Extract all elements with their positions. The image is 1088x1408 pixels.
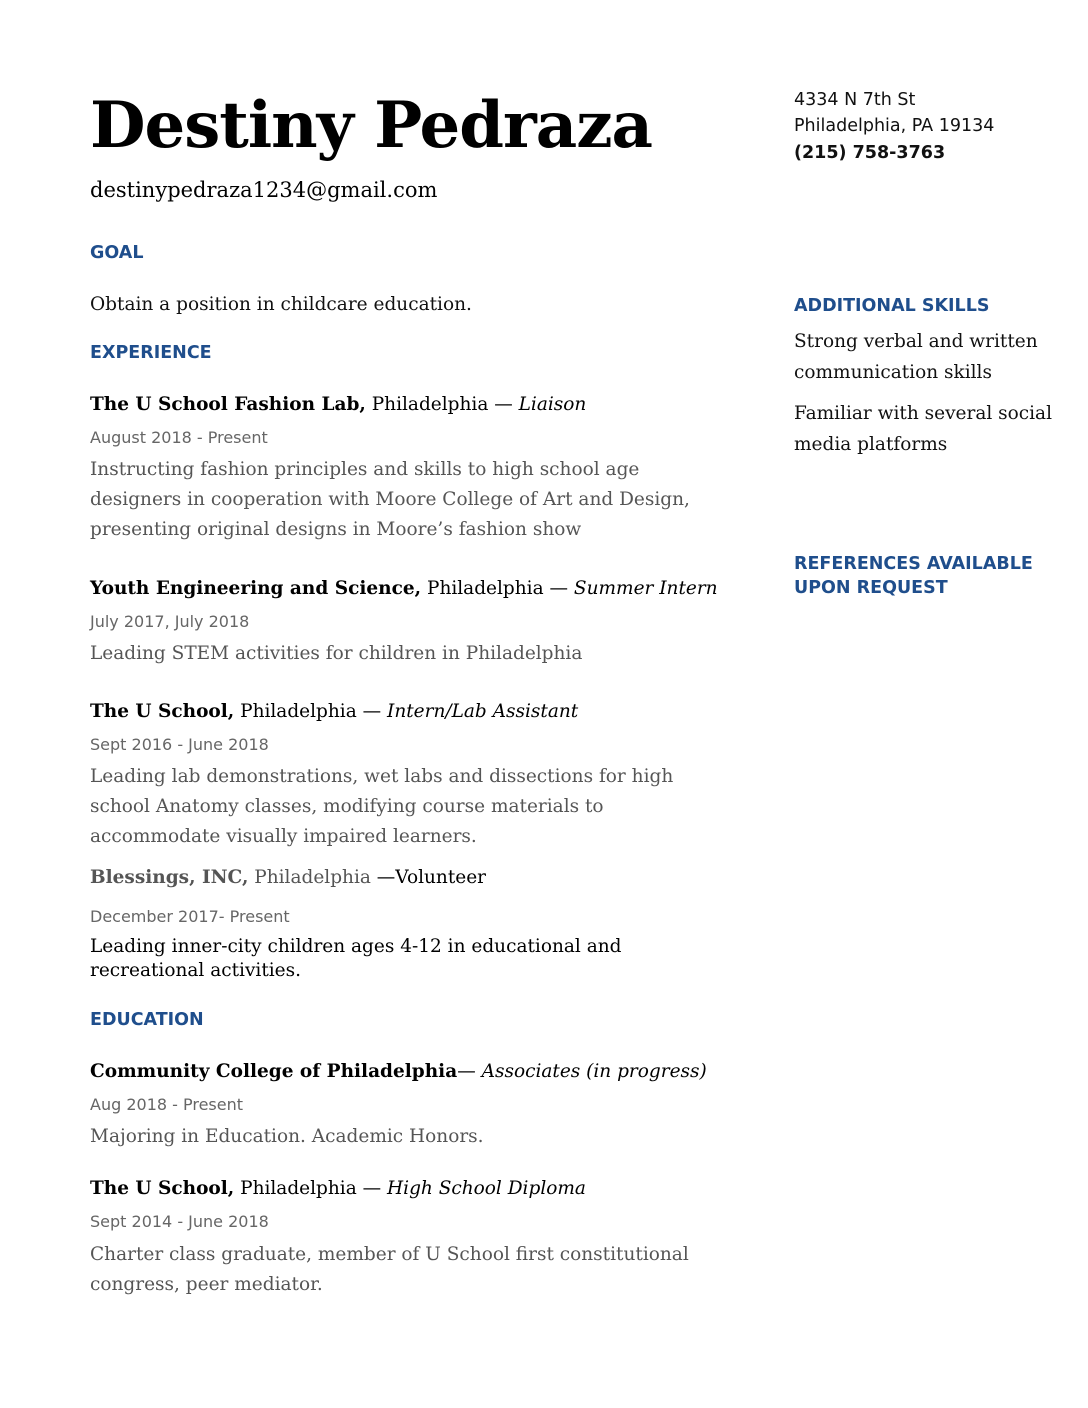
job-description-line: Instructing fashion principles and skills to high school age: [90, 459, 640, 480]
job-role: —Volunteer: [376, 867, 487, 888]
education-heading: EDUCATION: [90, 1010, 204, 1030]
job-role: Liaison: [518, 394, 587, 415]
job-description-line: presenting original designs in Moore’s fashion show: [90, 519, 582, 540]
address-line-2: Philadelphia, PA 19134: [794, 116, 995, 136]
education-description: [90, 1240, 730, 1300]
job-description-line: Leading lab demonstrations, wet labs and dissections for high: [90, 766, 674, 787]
address-line-1: 4334 N 7th St: [794, 90, 916, 110]
education-degree: Associates (in progress): [481, 1061, 707, 1082]
skills-heading: ADDITIONAL SKILLS: [794, 296, 990, 316]
job-description: [90, 935, 730, 983]
job-description-line: designers in cooperation with Moore College of Art and Design,: [90, 489, 690, 510]
job-dates: July 2017, July 2018: [90, 612, 250, 631]
job-description-line: recreational activities.: [90, 960, 301, 981]
experience-heading: EXPERIENCE: [90, 343, 212, 363]
references-heading-line-2: UPON REQUEST: [794, 578, 948, 598]
education-description-line: congress, peer mediator.: [90, 1274, 323, 1295]
job-title-line: [90, 864, 486, 892]
job-title-line: [90, 575, 718, 603]
phone-number: (215) 758-3763: [794, 143, 946, 163]
job-location: Philadelphia —: [365, 394, 519, 415]
job-location: Philadelphia: [248, 867, 377, 888]
job-description-line: school Anatomy classes, modifying course materials to: [90, 796, 604, 817]
job-organization: The U School,: [90, 701, 235, 722]
job-organization: Youth Engineering and Science,: [90, 578, 422, 599]
job-description-line: Leading STEM activities for children in Philadelphia: [90, 643, 583, 664]
skill-item: Strong verbal and written communication skills: [794, 331, 1038, 383]
job-description-line: Leading inner-city children ages 4-12 in educational and: [90, 936, 622, 957]
job-description: [90, 639, 730, 669]
job-description: [90, 762, 730, 852]
education-institution: Community College of Philadelphia: [90, 1061, 458, 1082]
job-title-line: [90, 391, 586, 419]
education-dates: Aug 2018 - Present: [90, 1095, 244, 1114]
job-description: [90, 455, 730, 545]
skill-item: Familiar with several social media platforms: [794, 403, 1053, 455]
job-location: Philadelphia —: [421, 578, 574, 599]
email-address: destinypedraza1234@gmail.com: [90, 178, 438, 202]
job-dates: Sept 2016 - June 2018: [90, 735, 269, 754]
job-description-line: accommodate visually impaired learners.: [90, 826, 477, 847]
applicant-name: Destiny Pedraza: [90, 88, 652, 163]
education-description-line: Majoring in Education. Academic Honors.: [90, 1126, 484, 1147]
education-institution: The U School,: [90, 1178, 235, 1199]
education-degree: High School Diploma: [387, 1178, 586, 1199]
goal-text: Obtain a position in childcare education.: [90, 294, 472, 315]
education-location: Philadelphia —: [234, 1178, 388, 1199]
job-role: Summer Intern: [573, 578, 718, 599]
education-description-line: Charter class graduate, member of U School first constitutional: [90, 1244, 689, 1265]
job-role: Intern/Lab Assistant: [387, 701, 579, 722]
goal-heading: GOAL: [90, 243, 144, 263]
job-dates: August 2018 - Present: [90, 428, 268, 447]
education-title-line: [90, 1175, 586, 1203]
references-heading-line-1: REFERENCES AVAILABLE: [794, 554, 1033, 574]
education-description: [90, 1122, 730, 1152]
education-location: —: [457, 1061, 482, 1082]
job-title-line: [90, 698, 578, 726]
education-title-line: [90, 1058, 707, 1086]
job-location: Philadelphia —: [234, 701, 388, 722]
job-organization: Blessings, INC,: [90, 867, 249, 888]
job-dates: December 2017- Present: [90, 907, 290, 926]
education-dates: Sept 2014 - June 2018: [90, 1212, 269, 1231]
job-organization: The U School Fashion Lab,: [90, 394, 366, 415]
